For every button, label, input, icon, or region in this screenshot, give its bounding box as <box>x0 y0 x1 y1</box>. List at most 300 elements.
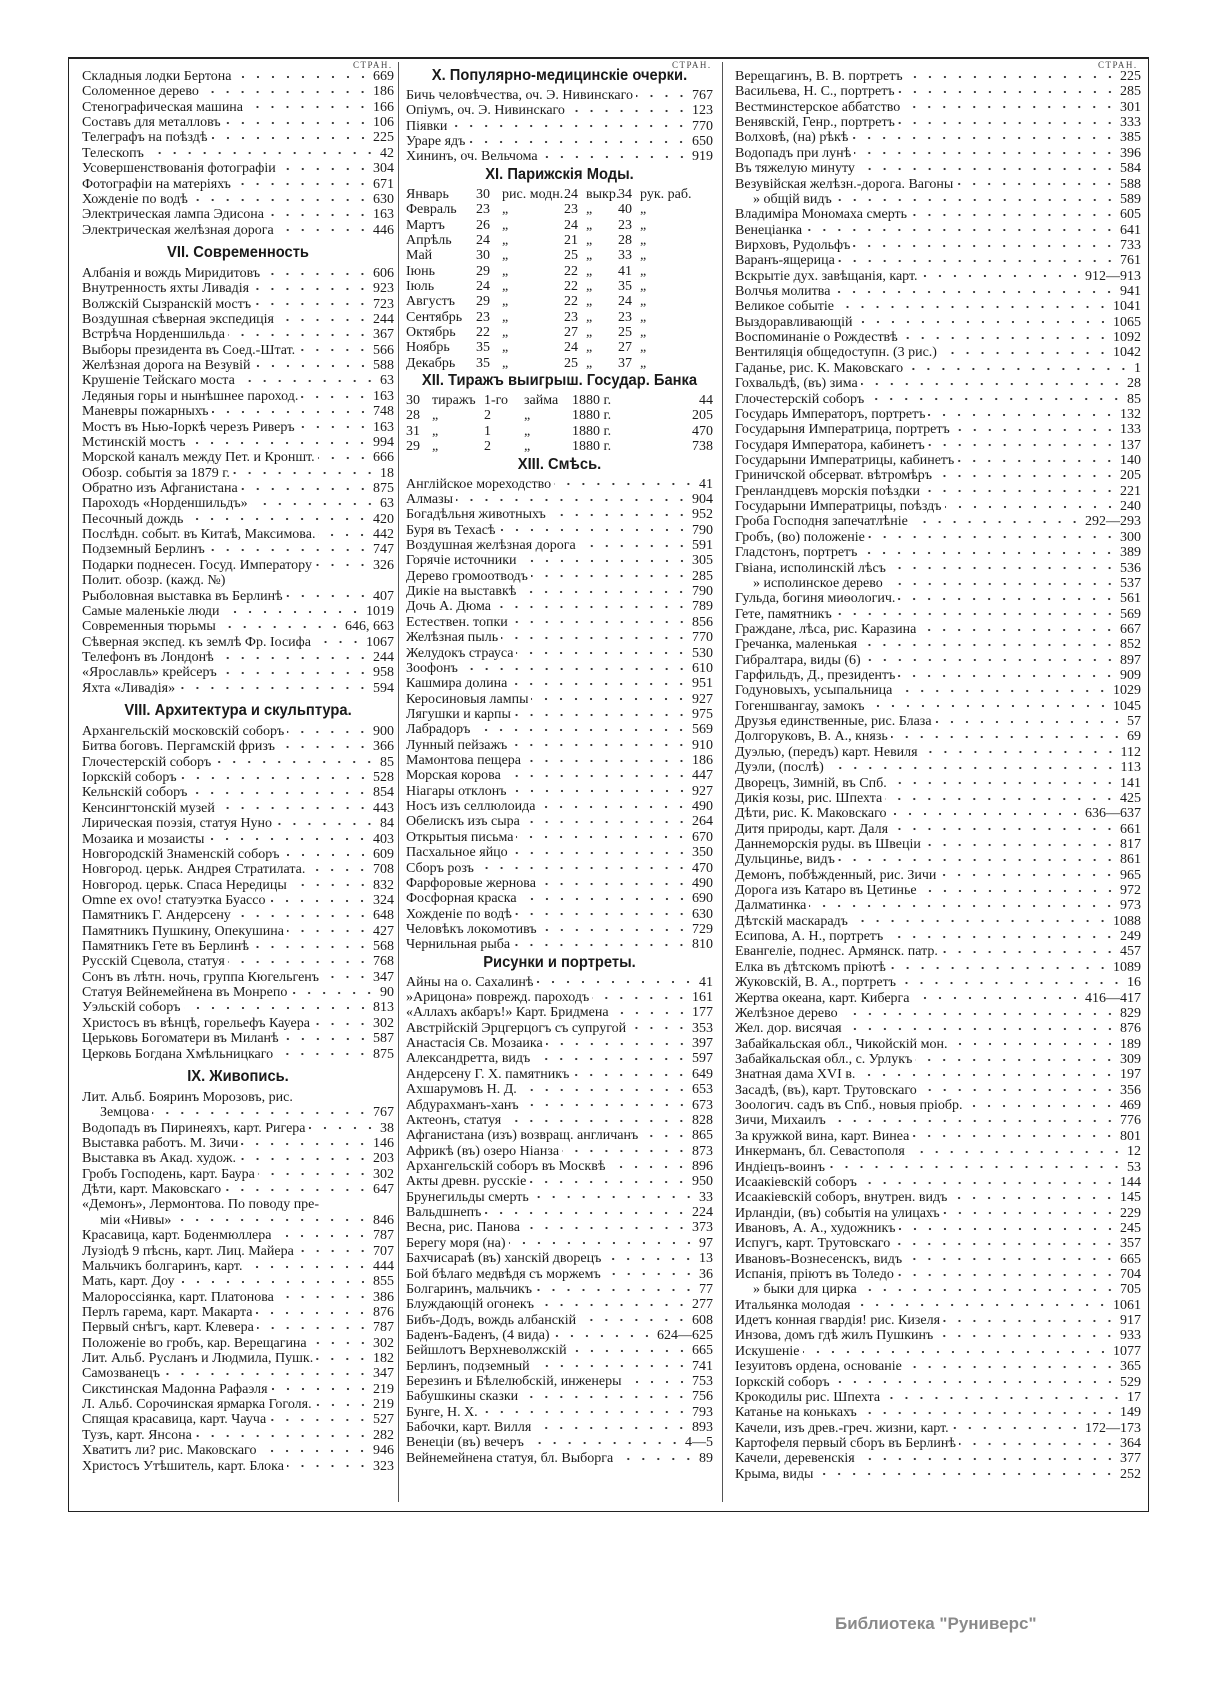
dot-leader <box>208 546 370 554</box>
dot-leader <box>867 395 1124 403</box>
dot-leader <box>858 1071 1117 1079</box>
entry-title: Гарфильдъ, Д., президентъ <box>735 668 896 684</box>
label: „ <box>502 217 509 233</box>
entry-title: Водопадъ въ Пиринеяхъ, карт. Ригера <box>82 1120 306 1136</box>
entry-title: Обозр. событія за 1879 г. <box>82 465 230 481</box>
dot-leader <box>920 1086 1117 1094</box>
index-entry <box>82 1182 394 1197</box>
index-entry <box>82 146 394 161</box>
index-entry <box>82 558 394 573</box>
entry-title: Самые маленькіе люди <box>82 603 220 619</box>
dot-leader <box>269 1416 370 1424</box>
entry-title: Дикія козы, рис. Шпехта <box>735 790 883 806</box>
entry-title: Испанія, пріютъ въ Толедо <box>735 1267 894 1283</box>
dot-leader <box>837 303 1110 311</box>
entry-title: Вальдшнепъ <box>406 1205 482 1221</box>
dot-leader <box>520 557 689 565</box>
page-number: 63 <box>380 373 394 389</box>
dot-leader <box>298 423 370 431</box>
label: „ <box>586 217 593 233</box>
dot-leader <box>905 1363 1117 1371</box>
entry-title: Долгоруковъ, В. А., князь <box>735 729 888 745</box>
dot-leader <box>860 641 1117 649</box>
entry-title: Электрическая желѣзная дорога <box>82 222 274 238</box>
dot-leader <box>923 487 1117 495</box>
page-number: 690 <box>692 891 713 907</box>
count: 27 <box>564 325 578 341</box>
page-number: 36 <box>699 1266 713 1282</box>
entry-title: Лирическая поэзія, статуя Нуно <box>82 816 273 832</box>
page-number: 630 <box>692 906 713 922</box>
page-number: 277 <box>692 1297 713 1313</box>
label: „ <box>586 294 593 310</box>
index-entry <box>406 1435 713 1450</box>
index-entry <box>82 619 394 634</box>
entry-title: Внутренность яхты Ливадія <box>82 281 250 297</box>
label: рис. модн. <box>502 186 564 202</box>
draw-number: 30 <box>406 393 420 409</box>
page-number: 182 <box>373 1351 394 1367</box>
index-entry <box>735 745 1141 760</box>
entry-title: Хожденіе по водѣ <box>82 191 188 207</box>
dot-leader <box>921 748 1118 756</box>
dot-leader <box>316 1355 370 1363</box>
section-heading: VII. Современность <box>167 243 309 261</box>
dot-leader <box>516 833 689 841</box>
index-entry <box>82 1000 394 1015</box>
entry-title: Васильева, Н. С., портретъ <box>735 84 895 100</box>
entry-title: Годуновыхъ, усыпальница <box>735 683 893 699</box>
page-number: 366 <box>373 739 394 755</box>
dot-leader <box>803 1348 1110 1356</box>
index-entry <box>735 944 1141 959</box>
index-entry <box>735 1467 1141 1482</box>
year: 1880 г. <box>572 423 612 439</box>
dot-leader <box>851 134 1117 142</box>
dot-leader <box>461 665 689 673</box>
dot-leader <box>298 346 370 354</box>
index-entry <box>735 84 1141 99</box>
page-number: 38 <box>380 1120 394 1136</box>
index-entry <box>735 591 1141 606</box>
entry-title: Исаакіевскій соборъ, внутрен. видъ <box>735 1190 948 1206</box>
index-entry <box>406 1174 713 1189</box>
index-entry <box>82 739 394 754</box>
entry-title: Государыня Императрица, портретъ <box>735 422 950 438</box>
label: займа <box>524 393 559 409</box>
dot-leader <box>965 1102 1117 1110</box>
entry-title: Желѣзная пыль <box>406 630 499 646</box>
index-entry <box>735 69 1141 84</box>
dot-leader <box>629 1024 689 1032</box>
index-entry <box>82 1443 394 1458</box>
label: „ <box>586 325 593 341</box>
dot-leader <box>828 1163 1124 1171</box>
index-entry <box>735 392 1141 407</box>
page-number: 225 <box>1120 69 1141 84</box>
entry-title: Архангельскій московскій соборъ <box>82 724 285 740</box>
index-entry <box>82 893 394 908</box>
entry-title: Памятникъ Гете въ Берлинѣ <box>82 939 249 955</box>
page-number: 97 <box>699 1235 713 1251</box>
spacer <box>663 439 679 454</box>
page-number: 589 <box>1120 191 1141 207</box>
entry-title: Воспоминаніе о Рождествѣ <box>735 330 898 346</box>
entry-title: Венеціанка <box>735 222 803 238</box>
index-entry <box>406 861 713 876</box>
index-entry <box>735 1021 1141 1036</box>
entry-title: Omne ex ovo! статуэтка Буассо <box>82 892 266 908</box>
dot-leader <box>920 887 1117 895</box>
section-heading: XII. Тиражъ выигрыш. Государ. Банка <box>421 372 698 390</box>
entry-title: Инкерманъ, бл. Севастополя <box>735 1144 905 1160</box>
page-number: 653 <box>692 1082 713 1098</box>
index-entry <box>406 538 713 553</box>
index-entry <box>406 676 713 691</box>
fashion-row <box>406 233 713 248</box>
dot-leader <box>191 196 370 204</box>
page-number: 609 <box>373 846 394 862</box>
entry-title: Мамонтова пещера <box>406 753 522 769</box>
page-number: 219 <box>373 1397 394 1413</box>
month: Іюнь <box>406 263 435 279</box>
dot-leader <box>903 103 1117 111</box>
entry-title: Гроба Господня запечатлѣніе <box>735 514 908 530</box>
page-number: 747 <box>373 542 394 558</box>
dot-leader <box>322 973 370 981</box>
index-entry <box>82 542 394 557</box>
page-number: 397 <box>692 1036 713 1052</box>
index-entry <box>735 714 1141 729</box>
label: „ <box>640 309 647 325</box>
page-number: 364 <box>1120 1435 1141 1451</box>
entry-title: Брунегильды смерть <box>406 1189 529 1205</box>
entry-title: Буря въ Техасѣ <box>406 522 496 538</box>
dot-leader <box>314 638 363 646</box>
dot-leader <box>450 122 689 130</box>
page-number: 704 <box>1120 1267 1141 1283</box>
index-entry <box>406 134 713 149</box>
label: „ <box>640 263 647 279</box>
dot-leader <box>510 787 689 795</box>
index-entry <box>406 830 713 845</box>
dot-leader <box>537 1301 689 1309</box>
page-number: 927 <box>692 691 713 707</box>
page-number: 855 <box>373 1274 394 1290</box>
dot-leader <box>838 856 1117 864</box>
page-number: 665 <box>1120 1251 1141 1267</box>
index-entry <box>406 876 713 891</box>
dot-leader <box>290 881 370 889</box>
label: „ <box>502 248 509 264</box>
page-number: 828 <box>692 1112 713 1128</box>
page-number: 389 <box>1120 545 1141 561</box>
page-number: 876 <box>373 1304 394 1320</box>
dot-leader <box>540 926 689 934</box>
entry-title: Государыни Императрицы, кабинетъ <box>735 452 955 468</box>
page-number: 852 <box>1120 637 1141 653</box>
index-entry <box>735 530 1141 545</box>
index-entry <box>82 1259 394 1274</box>
index-entry <box>735 146 1141 161</box>
page-number: 189 <box>1120 1036 1141 1052</box>
index-entry <box>82 1290 394 1305</box>
dot-leader <box>889 964 1110 972</box>
count: 29 <box>476 263 490 279</box>
dot-leader <box>899 1225 1117 1233</box>
page-number: 17 <box>1127 1389 1141 1405</box>
page-number: 972 <box>1120 883 1141 899</box>
page-number: 530 <box>692 645 713 661</box>
dot-leader <box>604 1270 696 1278</box>
page-number: 636—637 <box>1085 806 1141 822</box>
index-entry <box>735 407 1141 422</box>
page-number: 768 <box>373 954 394 970</box>
index-entry <box>82 1151 394 1166</box>
index-entry <box>735 115 1141 130</box>
page-number: 490 <box>692 875 713 891</box>
entry-title: Желѣзная дорога на Везувій <box>82 358 251 374</box>
page-number: 669 <box>373 69 394 84</box>
index-entry <box>735 776 1141 791</box>
index-entry <box>735 1221 1141 1236</box>
index-entry <box>735 1144 1141 1159</box>
draw-number: 29 <box>406 439 420 455</box>
entry-title: Положеніе во гробъ, кар. Верещагина <box>82 1335 307 1351</box>
page-number: 708 <box>373 862 394 878</box>
dot-leader <box>579 1316 689 1324</box>
index-entry <box>406 1374 713 1389</box>
month: Декабрь <box>406 355 456 371</box>
index-entry <box>82 1090 394 1105</box>
dot-leader <box>935 718 1124 726</box>
entry-title: Дульцинье, видъ <box>735 852 835 868</box>
index-entry <box>406 88 713 103</box>
dot-leader <box>220 669 370 677</box>
entry-title: Дерево громоотводъ <box>406 568 528 584</box>
entry-title: Бейшлотъ Верхневолжскій <box>406 1343 567 1359</box>
entry-title: Встрѣча Норденшильда <box>82 327 225 343</box>
entry-title: Весна, рис. Панова <box>406 1220 520 1236</box>
count: 23 <box>618 217 632 233</box>
entry-title: Выставка въ Акад. худож. <box>82 1151 236 1167</box>
page-number: 733 <box>1120 237 1141 253</box>
entry-title: Качели, деревенскія <box>735 1451 855 1467</box>
entry-title: Бахчисараѣ (въ) ханскій дворецъ <box>406 1251 602 1267</box>
dot-leader <box>538 803 689 811</box>
label: „ <box>432 439 439 455</box>
index-entry <box>406 507 713 522</box>
dot-leader <box>604 1255 696 1263</box>
page-number: 1089 <box>1113 959 1141 975</box>
page-number: 641 <box>1120 222 1141 238</box>
dot-leader <box>279 165 370 173</box>
page-number: 13 <box>699 1251 713 1267</box>
entry-title: Глочестерскій соборъ <box>82 754 212 770</box>
index-entry <box>735 1375 1141 1390</box>
page-number: 44 <box>699 393 713 409</box>
index-column-2 <box>406 66 713 1466</box>
page-number: 528 <box>373 770 394 786</box>
spacer <box>663 408 679 423</box>
index-entry <box>406 1420 713 1435</box>
label: „ <box>586 263 593 279</box>
page-number: 252 <box>1120 1466 1141 1482</box>
index-entry <box>406 630 713 645</box>
index-entry <box>735 1252 1141 1267</box>
entry-title: Далматинка <box>735 898 807 914</box>
index-entry <box>82 604 394 619</box>
page-number: 923 <box>373 281 394 297</box>
dot-leader <box>271 1385 370 1393</box>
entry-title: Водопадъ при лунѣ <box>735 145 852 161</box>
page-number: 285 <box>692 568 713 584</box>
index-entry <box>82 1366 394 1381</box>
page-number: 941 <box>1120 284 1141 300</box>
dot-leader <box>504 1117 689 1125</box>
index-entry <box>82 297 394 312</box>
page-number: 767 <box>692 88 713 103</box>
dot-leader <box>245 1263 370 1271</box>
index-entry <box>735 668 1141 683</box>
entry-title: Первый снѣгъ, карт. Клевера <box>82 1320 254 1336</box>
page-number: 149 <box>1120 1405 1141 1421</box>
entry-title: Христосъ въ вѣнцѣ, горельефъ Кауера <box>82 1015 310 1031</box>
entry-title: Вентиляція общедоступн. (3 рис.) <box>735 345 937 361</box>
entry-title: Есипова, А. Н., портретъ <box>735 929 884 945</box>
entry-title: Гречанка, маленькая <box>735 637 858 653</box>
page-number: 667 <box>1120 621 1141 637</box>
index-entry <box>82 1428 394 1443</box>
index-entry <box>406 937 713 952</box>
dot-leader <box>274 1232 370 1240</box>
entry-title: Усовершенствованія фотографіи <box>82 161 276 177</box>
index-entry <box>735 207 1141 222</box>
entry-title: Гете, памятникъ <box>735 606 832 622</box>
dot-leader <box>913 994 1082 1002</box>
entry-title: За кружкой вина, карт. Винеа <box>735 1128 910 1144</box>
page-number: 53 <box>1127 1159 1141 1175</box>
draw-row <box>406 439 713 454</box>
dot-leader <box>184 1004 370 1012</box>
count: 24 <box>476 232 490 248</box>
page-number: 163 <box>373 388 394 404</box>
entry-title: Гренландцевъ морскія поѣздки <box>735 483 920 499</box>
dot-leader <box>520 895 689 903</box>
count: 25 <box>564 248 578 264</box>
label: „ <box>502 232 509 248</box>
page-number: 145 <box>1120 1190 1141 1206</box>
index-entry <box>82 635 394 650</box>
entry-title: Ивановъ, А. А., художникъ <box>735 1220 896 1236</box>
entry-title: Бичь человѣчества, оч. Э. Нивинскаго <box>406 88 634 103</box>
entry-title: Сборъ розъ <box>406 860 474 876</box>
dot-leader <box>499 526 689 534</box>
index-entry <box>82 832 394 847</box>
fashion-row <box>406 294 713 309</box>
dot-leader <box>268 897 370 905</box>
entry-title: Венявскій, Генр., портретъ <box>735 115 895 131</box>
index-entry <box>406 1389 713 1404</box>
dot-leader <box>277 226 370 234</box>
dot-leader <box>534 1424 689 1432</box>
page-number: 975 <box>692 706 713 722</box>
section-heading: XI. Парижскія Моды. <box>485 165 634 183</box>
index-entry <box>82 1228 394 1243</box>
page-number: 829 <box>1120 1005 1141 1021</box>
entry-title: Іезуитовъ ордена, основаніе <box>735 1359 902 1375</box>
index-entry <box>406 1267 713 1282</box>
index-entry <box>82 327 394 342</box>
index-entry <box>406 1236 713 1251</box>
entry-title: Подарки поднесен. Госуд. Императору <box>82 557 312 573</box>
page-number: 648 <box>373 908 394 924</box>
page-number: 756 <box>692 1389 713 1405</box>
page-number: 85 <box>380 754 394 770</box>
entry-title: Іоркскій соборъ <box>82 770 177 786</box>
page-number: 904 <box>692 491 713 507</box>
dot-leader <box>890 779 1117 787</box>
index-entry <box>82 1382 394 1397</box>
dot-leader <box>827 764 1118 772</box>
entry-title: Керосиновыя лампы <box>406 691 529 707</box>
fashion-row <box>406 279 713 294</box>
page-number: 1042 <box>1113 345 1141 361</box>
section-heading: X. Популярно-медицинскіе очерки. <box>431 67 688 84</box>
page-number: 57 <box>1127 714 1141 730</box>
index-entry <box>82 985 394 1000</box>
dot-leader <box>953 426 1117 434</box>
index-entry <box>82 435 394 450</box>
page-number: 41 <box>699 476 713 492</box>
entry-title: Бунге, Н. Х. <box>406 1404 478 1420</box>
page-number: 927 <box>692 783 713 799</box>
entry-title: »Арицона» поврежд. пароходъ <box>406 990 590 1006</box>
page-number: 356 <box>1120 1082 1141 1098</box>
entry-title: Телефонъ въ Лондонѣ <box>82 649 214 665</box>
dot-leader <box>195 1432 370 1440</box>
page-number: 912—913 <box>1085 268 1141 284</box>
page-number: 789 <box>692 599 713 615</box>
entry-title: Евангеліе, поднес. Армянск. патр. <box>735 944 938 960</box>
dot-leader <box>252 285 370 293</box>
entry-title: Картофеля первый сборъ въ Берлинѣ <box>735 1435 956 1451</box>
dot-leader <box>952 1424 1082 1432</box>
dot-leader <box>238 377 377 385</box>
index-entry <box>82 466 394 481</box>
entry-title: Христосъ Утѣшитель, карт. Блока <box>82 1458 284 1474</box>
entry-title: Друзья единственные, рис. Блаза <box>735 714 932 730</box>
index-entry <box>735 177 1141 192</box>
entry-title: Выставка работъ. М. Зичи <box>82 1136 239 1151</box>
entry-title: Желудокъ страуса <box>406 645 514 661</box>
dot-leader <box>188 439 370 447</box>
index-entry <box>735 238 1141 253</box>
index-entry <box>735 422 1141 437</box>
dot-leader <box>898 672 1117 680</box>
index-entry <box>82 161 394 176</box>
dot-leader <box>861 380 1124 388</box>
page-number: 919 <box>692 149 713 165</box>
dot-leader <box>277 316 370 324</box>
entry-title: Дѣти, рис. К. Маковскаго <box>735 806 887 822</box>
index-entry <box>406 907 713 922</box>
dot-leader <box>893 1240 1117 1248</box>
entry-title: «Демонъ», Лермонтова. По поводу пре- <box>82 1197 320 1213</box>
index-entry <box>406 1098 713 1113</box>
index-entry-continuation <box>82 1213 394 1228</box>
dot-leader <box>228 577 391 585</box>
